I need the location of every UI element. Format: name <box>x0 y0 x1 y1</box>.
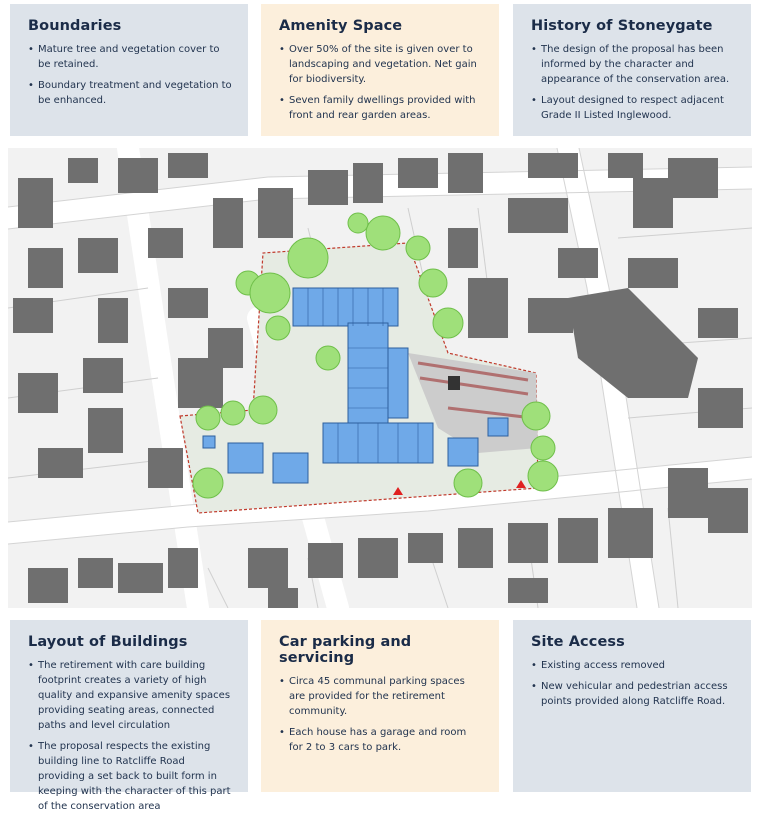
layout-panel <box>10 620 248 812</box>
access-panel <box>513 620 751 792</box>
substation <box>448 376 460 390</box>
boundaries-panel <box>10 4 248 136</box>
parking-list <box>279 674 483 755</box>
access-title: Site Access <box>531 634 625 650</box>
boundaries-title: Boundaries <box>28 18 122 34</box>
site-plan-svg <box>8 148 752 608</box>
dwelling <box>273 453 308 483</box>
list-item: • Existing access removed <box>531 658 735 673</box>
list-item: • The proposal respects the existing building line to Ratcliffe Road providing a set back to built form in keeping with the character of this part of the conservation area <box>28 739 232 814</box>
amenity-list <box>279 42 483 123</box>
list-item: • Circa 45 communal parking spaces are provided for the retirement community. <box>279 674 483 719</box>
list-item: • New vehicular and pedestrian access points provided along Ratcliffe Road. <box>531 679 735 709</box>
amenity-panel <box>261 4 499 136</box>
care-building-north-wing <box>293 288 398 326</box>
list-item: • The retirement with care building footprint creates a variety of high quality and expansive amenity spaces providing seating areas, connected paths and level circulation <box>28 658 232 733</box>
dwelling <box>228 443 263 473</box>
dwelling <box>203 436 215 448</box>
parking-title: Car parking and servicing <box>279 634 412 666</box>
list-item: • Over 50% of the site is given over to landscaping and vegetation. Net gain for biodiversity. <box>279 42 483 87</box>
history-title: History of Stoneygate <box>531 18 713 34</box>
dwelling <box>488 418 508 436</box>
boundaries-list <box>28 42 232 108</box>
parking-panel <box>261 620 499 792</box>
dwelling <box>448 438 478 466</box>
care-building-spine <box>348 323 388 433</box>
layout-title: Layout of Buildings <box>28 634 188 650</box>
history-list <box>531 42 735 123</box>
site-plan-map <box>8 148 752 608</box>
list-item: • Mature tree and vegetation cover to be retained. <box>28 42 232 72</box>
list-item: • Each house has a garage and room for 2 to 3 cars to park. <box>279 725 483 755</box>
layout-list <box>28 658 232 814</box>
amenity-title: Amenity Space <box>279 18 403 34</box>
care-building-east-block <box>388 348 408 418</box>
list-item: • Layout designed to respect adjacent Grade II Listed Inglewood. <box>531 93 735 123</box>
list-item: • Boundary treatment and vegetation to be enhanced. <box>28 78 232 108</box>
access-list <box>531 658 735 709</box>
history-panel <box>513 4 751 136</box>
list-item: • The design of the proposal has been informed by the character and appearance of the conservation area. <box>531 42 735 87</box>
list-item: • Seven family dwellings provided with front and rear garden areas. <box>279 93 483 123</box>
